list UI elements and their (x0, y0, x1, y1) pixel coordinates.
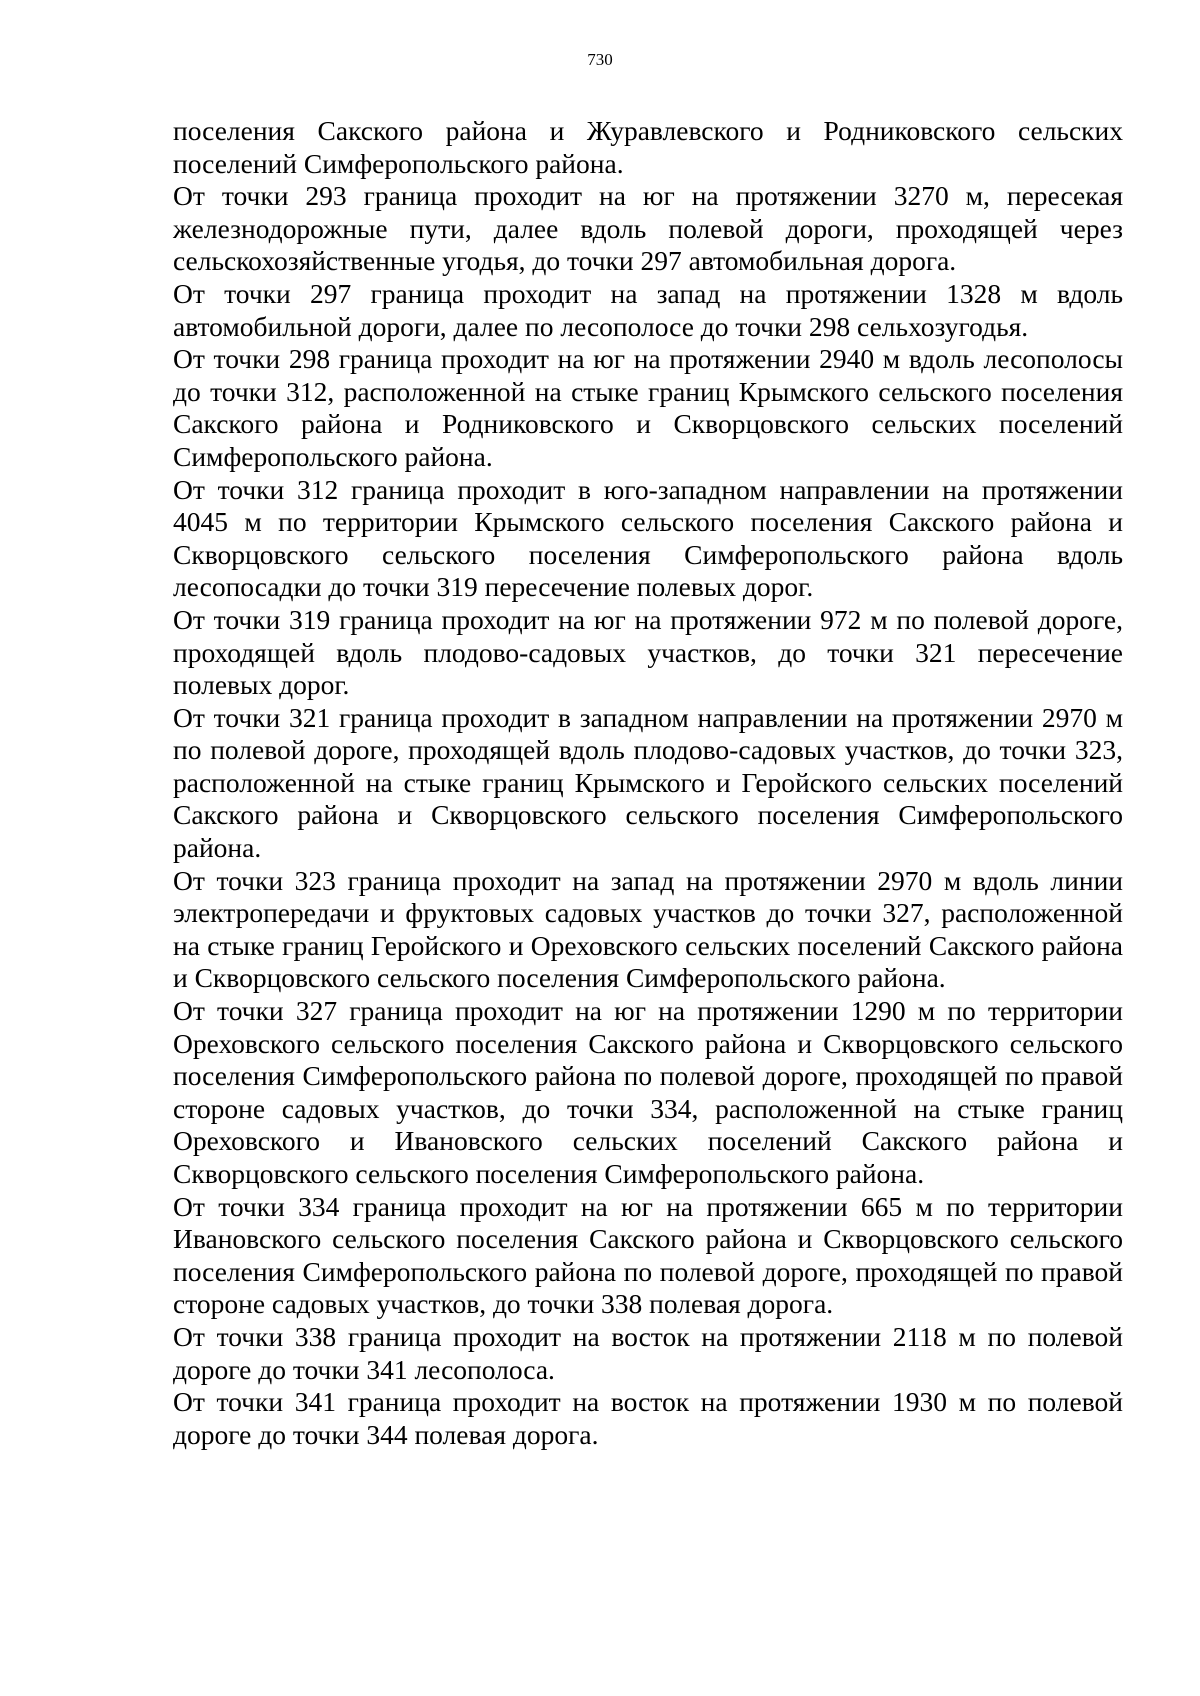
paragraph: От точки 341 граница проходит на восток на протяжении 1930 м по полевой дороге до точки 344 полевая дорога. (173, 1386, 1123, 1450)
paragraph: От точки 298 граница проходит на юг на протяжении 2940 м вдоль лесополосы до точки 312, расположенной на стыке границ Крымского сельского поселения Сакского района и Родниковского и Скворцовского сельских поселений Симферопольского района. (173, 343, 1123, 472)
paragraph: От точки 323 граница проходит на запад на протяжении 2970 м вдоль линии электропередачи и фруктовых садовых участков до точки 327, расположенной на стыке границ Геройского и Ореховского сельских поселений Сакского района и Скворцовского сельского поселения Симферопольского района. (173, 864, 1123, 994)
paragraph: От точки 319 граница проходит на юг на протяжении 972 м по полевой дороге, проходящей вдоль плодово-садовых участков, до точки 321 пересечение полевых дорог. (173, 603, 1123, 701)
paragraph: От точки 312 граница проходит в юго-западном направлении на протяжении 4045 м по территории Крымского сельского поселения Сакского района и Скворцовского сельского поселения Симферопольского района вдоль лесопосадки до точки 319 пересечение полевых дорог. (173, 473, 1123, 603)
paragraph: От точки 338 граница проходит на восток на протяжении 2118 м по полевой дороге до точки 341 лесополоса. (173, 1320, 1123, 1385)
paragraph: От точки 321 граница проходит в западном направлении на протяжении 2970 м по полевой дороге, проходящей вдоль плодово-садовых участков, до точки 323, расположенной на стыке границ Крымского и Геройского сельских поселений Сакского района и Скворцовского сельского поселения Симферопольского района. (173, 701, 1123, 864)
paragraph: От точки 334 граница проходит на юг на протяжении 665 м по территории Ивановского сельского поселения Сакского района и Скворцовского сельского поселения Симферопольского района по полевой дороге, проходящей по правой стороне садовых участков, до точки 338 полевая дорога. (173, 1190, 1123, 1320)
page-number: 730 (587, 50, 613, 69)
paragraph: От точки 297 граница проходит на запад на протяжении 1328 м вдоль автомобильной дороги, далее по лесополосе до точки 298 сельхозугодья. (173, 277, 1123, 342)
paragraph: От точки 327 граница проходит на юг на протяжении 1290 м по территории Ореховского сельского поселения Сакского района и Скворцовского сельского поселения Симферопольского района по полевой дороге, проходящей по правой стороне садовых участков, до точки 334, расположенной на стыке границ Ореховского и Ивановского сельских поселений Сакского района и Скворцовского сельского поселения Симферопольского района. (173, 995, 1123, 1189)
paragraph: От точки 293 граница проходит на юг на протяжении 3270 м, пересекая железнодорожные пути, далее вдоль полевой дороги, проходящей через сельскохозяйственные угодья, до точки 297 автомобильная дорога. (173, 180, 1123, 277)
paragraph: поселения Сакского района и Журавлевского и Родниковского сельских поселений Симферопольского района. (173, 115, 1123, 179)
document-body (173, 115, 1123, 1451)
